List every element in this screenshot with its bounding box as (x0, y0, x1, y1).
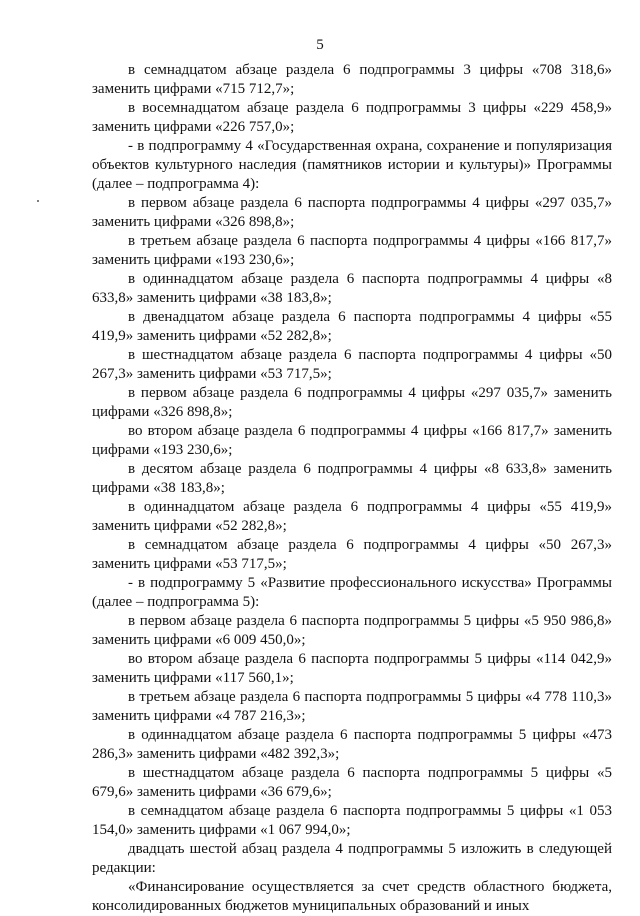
paragraph: в одиннадцатом абзаце раздела 6 подпрограммы 4 цифры «55 419,9» заменить цифрами «52 282,8»; (92, 499, 612, 534)
paragraph: в двенадцатом абзаце раздела 6 паспорта подпрограммы 4 цифры «55 419,9» заменить цифрами «52 282,8»; (92, 309, 612, 344)
paragraph: во втором абзаце раздела 6 подпрограммы 4 цифры «166 817,7» заменить цифрами «193 230,6»; (92, 423, 612, 458)
page-number: 5 (316, 37, 324, 53)
paragraph: в первом абзаце раздела 6 подпрограммы 4 цифры «297 035,7» заменить цифрами «326 898,8»; (92, 385, 612, 420)
paragraph: в семнадцатом абзаце раздела 6 подпрограммы 3 цифры «708 318,6» заменить цифрами «715 712,7»; (92, 62, 612, 97)
paragraph: двадцать шестой абзац раздела 4 подпрограммы 5 изложить в следующей редакции: (92, 841, 612, 876)
paragraph: в семнадцатом абзаце раздела 6 подпрограммы 4 цифры «50 267,3» заменить цифрами «53 717,5»; (92, 537, 612, 572)
paragraph: в одиннадцатом абзаце раздела 6 паспорта подпрограммы 4 цифры «8 633,8» заменить цифрами «38 183,8»; (92, 271, 612, 306)
paragraph: в шестнадцатом абзаце раздела 6 паспорта подпрограммы 4 цифры «50 267,3» заменить цифрами «53 717,5»; (92, 347, 612, 382)
paragraph: в третьем абзаце раздела 6 паспорта подпрограммы 5 цифры «4 778 110,3» заменить цифрами «4 787 216,3»; (92, 689, 612, 724)
paragraph: в третьем абзаце раздела 6 паспорта подпрограммы 4 цифры «166 817,7» заменить цифрами «193 230,6»; (92, 233, 612, 268)
paragraph: - в подпрограмму 5 «Развитие профессионального искусства» Программы (далее – подпрограмма 5): (92, 575, 612, 610)
paragraph: в шестнадцатом абзаце раздела 6 паспорта подпрограммы 5 цифры «5 679,6» заменить цифрами «36 679,6»; (92, 765, 612, 800)
paragraph: в восемнадцатом абзаце раздела 6 подпрограммы 3 цифры «229 458,9» заменить цифрами «226 757,0»; (92, 100, 612, 135)
paragraph: в одиннадцатом абзаце раздела 6 паспорта подпрограммы 5 цифры «473 286,3» заменить цифрами «482 392,3»; (92, 727, 612, 762)
document-body (92, 61, 612, 916)
paragraph: во втором абзаце раздела 6 паспорта подпрограммы 5 цифры «114 042,9» заменить цифрами «117 560,1»; (92, 651, 612, 686)
paragraph: в первом абзаце раздела 6 паспорта подпрограммы 4 цифры «297 035,7» заменить цифрами «326 898,8»; (92, 195, 612, 230)
paragraph: в десятом абзаце раздела 6 подпрограммы 4 цифры «8 633,8» заменить цифрами «38 183,8»; (92, 461, 612, 496)
paragraph: в первом абзаце раздела 6 паспорта подпрограммы 5 цифры «5 950 986,8» заменить цифрами «6 009 450,0»; (92, 613, 612, 648)
scan-speck (37, 200, 39, 202)
paragraph: в семнадцатом абзаце раздела 6 паспорта подпрограммы 5 цифры «1 053 154,0» заменить цифрами «1 067 994,0»; (92, 803, 612, 838)
paragraph: - в подпрограмму 4 «Государственная охрана, сохранение и популяризация объектов культурного наследия (памятников истории и культуры)» Программы (далее – подпрограмма 4): (92, 138, 612, 192)
paragraph: «Финансирование осуществляется за счет средств областного бюджета, консолидированных бюджетов муниципальных образований и иных (92, 879, 612, 914)
